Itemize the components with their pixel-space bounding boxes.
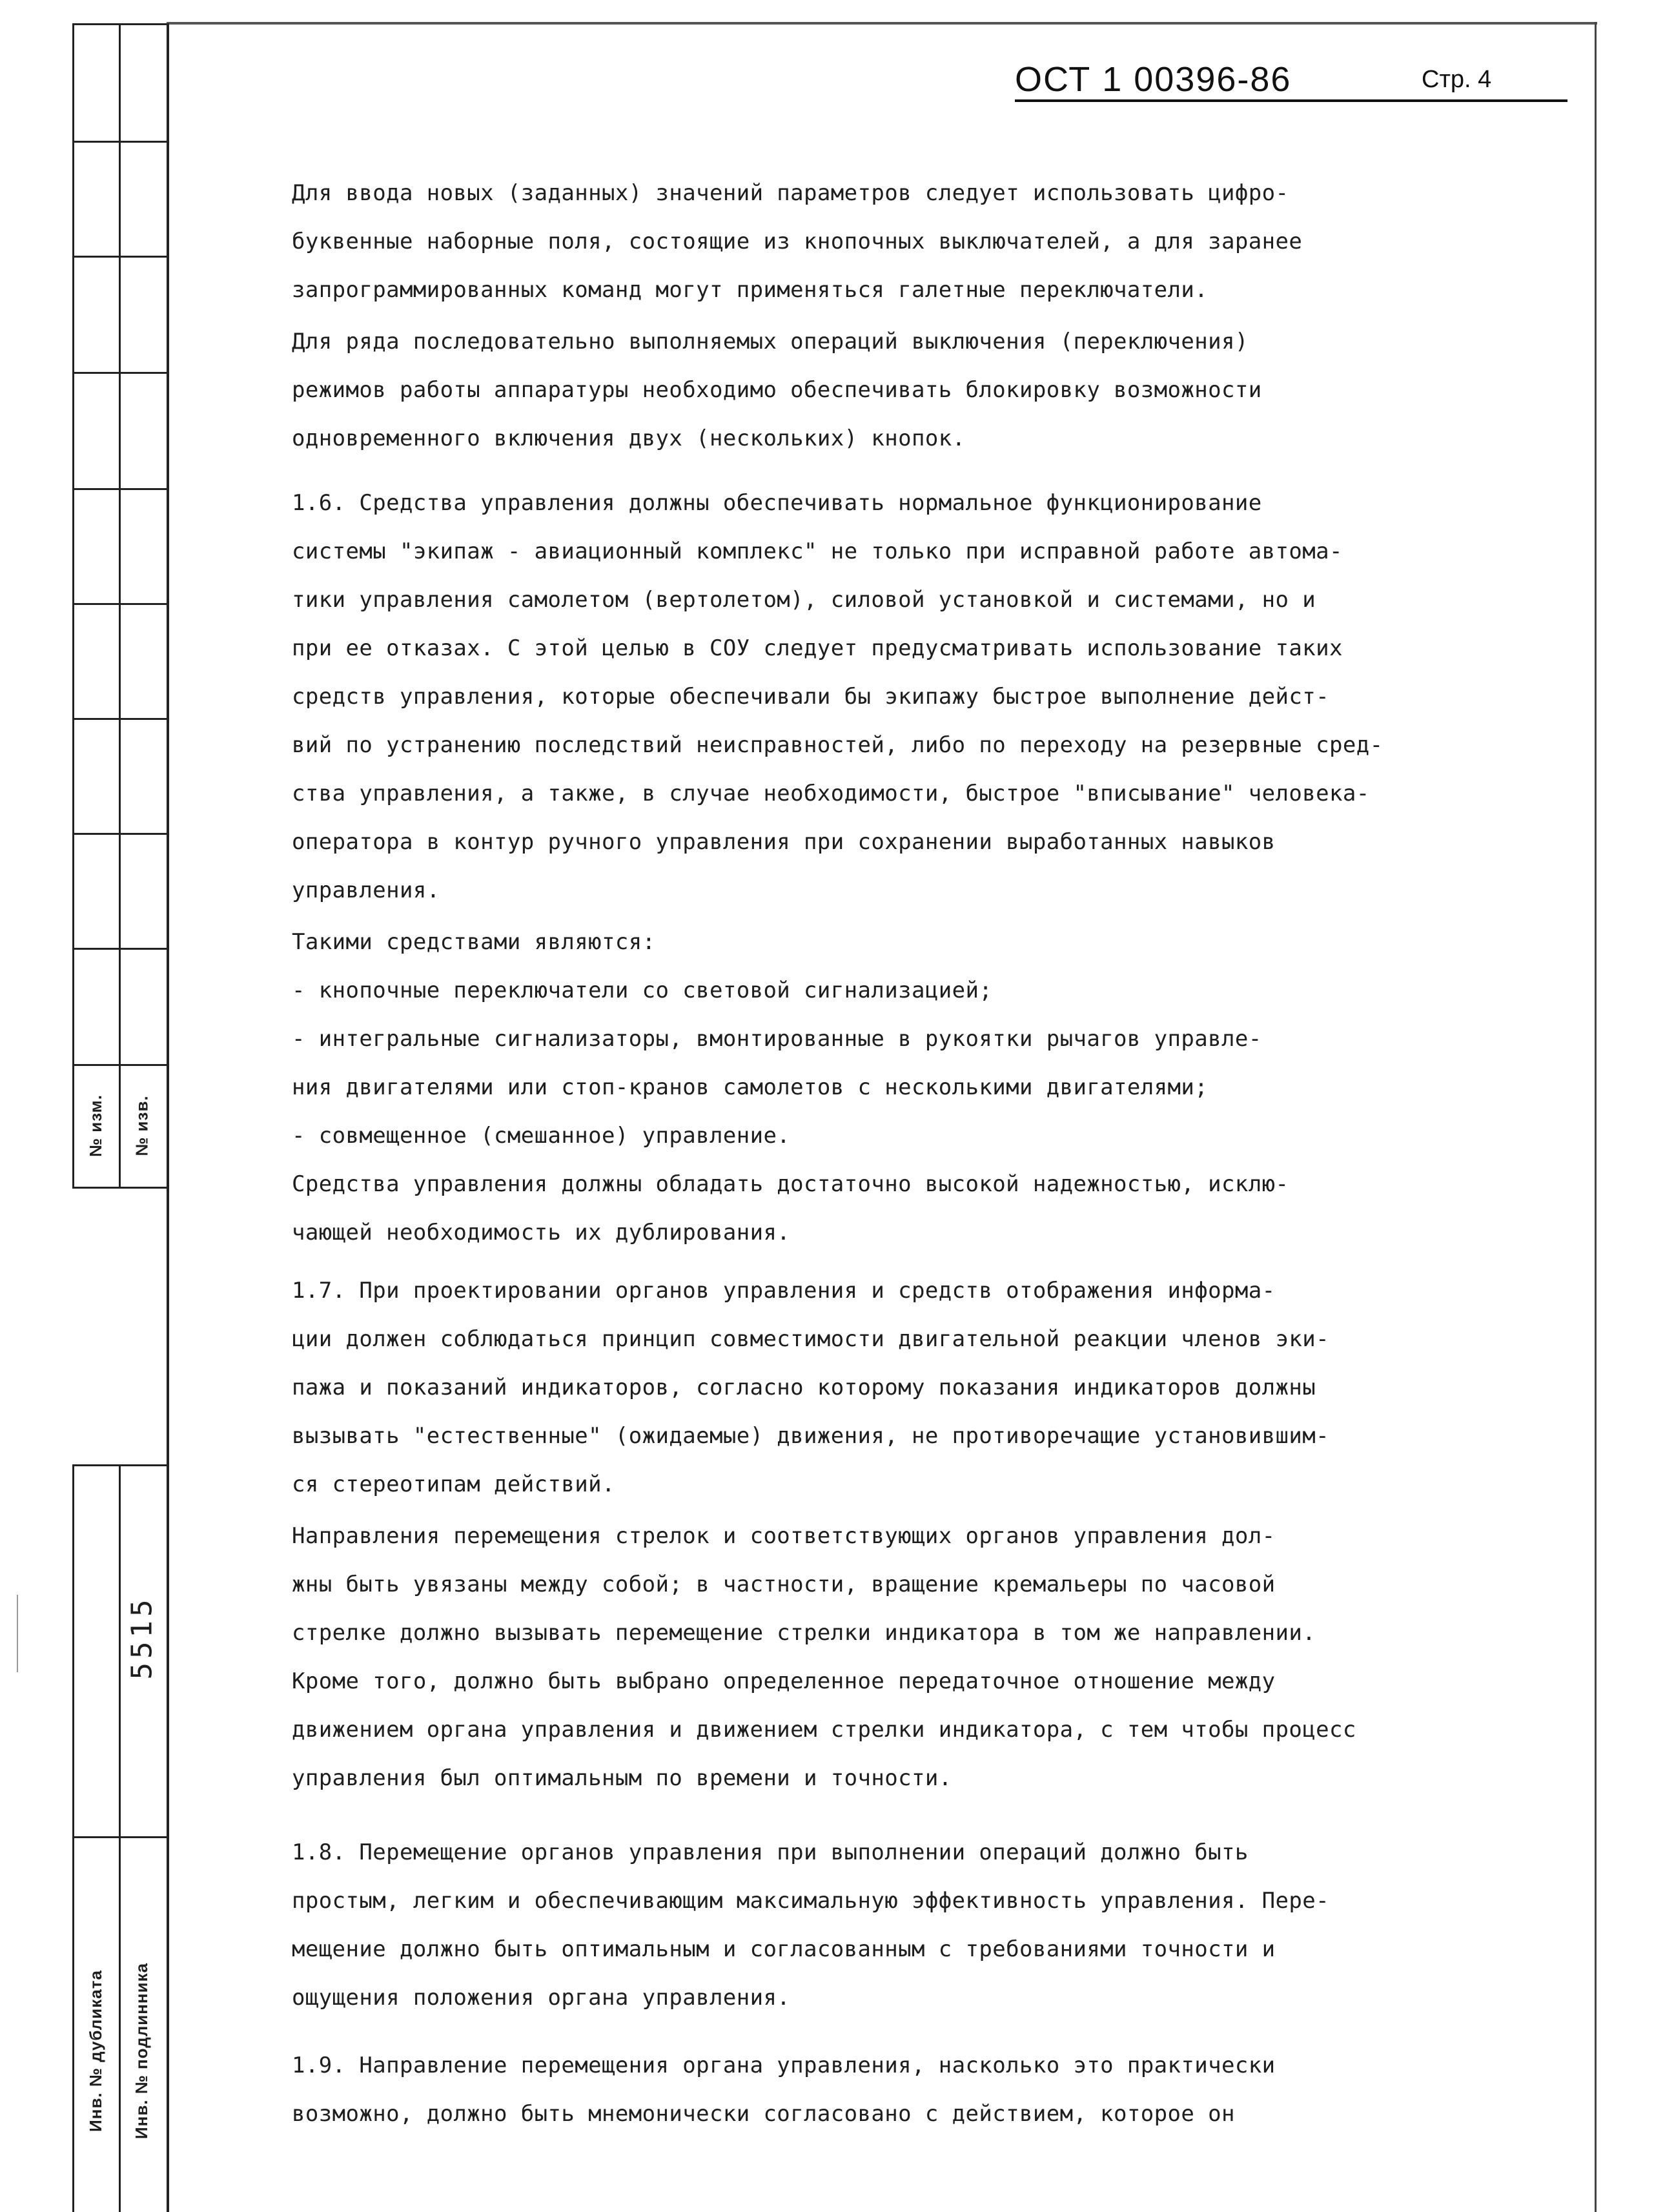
margin-middle-line — [119, 23, 121, 1188]
text-line: простым, легким и обеспечивающим максимальную эффективность управления. Пере- — [292, 1888, 1329, 1914]
text-line: ся стереотипам действий. — [292, 1471, 615, 1497]
margin-label-izv: № изв. — [132, 1094, 152, 1156]
paragraph-1-6 — [292, 479, 1506, 915]
text-line: буквенные наборные поля, состоящие из кнопочных выключателей, а для заранее — [292, 229, 1303, 254]
text-line: одновременного включения двух (нескольких) кнопок. — [292, 425, 966, 451]
margin-grid-line — [72, 488, 168, 490]
paragraph-blocking — [292, 318, 1506, 463]
text-line: Такими средствами являются: — [292, 929, 656, 955]
text-line: 1.8. Перемещение органов управления при выполнении операций должно быть — [292, 1839, 1249, 1865]
text-line: 1.7. При проектировании органов управления и средств отображения информа- — [292, 1278, 1276, 1304]
text-line: мещение должно быть оптимальным и согласованным с требованиями точности и — [292, 1936, 1276, 1962]
margin-grid-line — [72, 1464, 168, 1466]
margin-outer-line — [72, 23, 74, 1188]
page-number: Стр. 4 — [1422, 66, 1492, 93]
text-line: при ее отказах. С этой целью в СОУ следует предусматривать использование таких — [292, 635, 1343, 661]
text-line: управления был оптимальным по времени и точности. — [292, 1765, 952, 1791]
text-line: ства управления, а также, в случае необходимости, быстрое "вписывание" человека- — [292, 781, 1370, 806]
paragraph-1-8 — [292, 1828, 1506, 2022]
margin-grid-line — [72, 141, 168, 143]
margin-label-izm: № изм. — [85, 1094, 105, 1157]
text-line: движением органа управления и движением стрелки индикатора, с тем чтобы процесс — [292, 1717, 1356, 1743]
text-line: Направления перемещения стрелок и соответствующих органов управления дол- — [292, 1523, 1276, 1549]
margin-grid-line — [72, 603, 168, 605]
page-header — [1015, 56, 1567, 107]
page-frame-top-line — [167, 22, 1597, 25]
text-line: системы "экипаж - авиационный комплекс" не только при исправной работе автома- — [292, 538, 1343, 564]
margin-label-inv-podlinnika: Инв. № подлинника — [132, 1962, 152, 2139]
text-line: Кроме того, должно быть выбрано определенное передаточное отношение между — [292, 1668, 1276, 1694]
margin-grid-line — [72, 948, 168, 950]
paragraph-1-9 — [292, 2042, 1506, 2138]
text-line: оператора в контур ручного управления при сохранении выработанных навыков — [292, 829, 1276, 855]
margin-grid-line — [72, 1836, 168, 1838]
text-line: - кнопочные переключатели со световой сигнализацией; — [292, 978, 993, 1003]
paragraph-input-fields — [292, 169, 1506, 314]
text-line: Для ввода новых (заданных) значений параметров следует использовать цифро- — [292, 180, 1289, 206]
margin-grid-line — [72, 23, 168, 25]
text-line: жны быть увязаны между собой; в частности, вращение кремальеры по часовой — [292, 1572, 1276, 1597]
document-number: ОСТ 1 00396-86 — [1015, 60, 1292, 99]
margin-inventory-number: 5515 — [125, 1595, 159, 1679]
text-line: вызывать "естественные" (ожидаемые) движения, не противоречащие установившим- — [292, 1423, 1329, 1449]
margin-grid-line — [72, 1187, 168, 1189]
text-line: ции должен соблюдаться принцип совместимости двигательной реакции членов эки- — [292, 1326, 1329, 1352]
margin-stamp-strip — [72, 23, 168, 2212]
margin-label-inv-dublikata: Инв. № дубликата — [85, 1969, 105, 2132]
text-line: - интегральные сигнализаторы, вмонтированные в рукоятки рычагов управле- — [292, 1026, 1262, 1052]
text-line: 1.6. Средства управления должны обеспечивать нормальное функционирование — [292, 490, 1262, 516]
text-line: средств управления, которые обеспечивали бы экипажу быстрое выполнение дейст- — [292, 684, 1329, 710]
text-line: возможно, должно быть мнемонически согласовано с действием, которое он — [292, 2101, 1235, 2127]
text-line: вий по устранению последствий неисправностей, либо по переходу на резервные сред- — [292, 732, 1383, 758]
text-line: стрелке должно вызывать перемещение стрелки индикатора в том же направлении. — [292, 1620, 1316, 1646]
header-underline — [1015, 99, 1567, 102]
page-frame-right-line — [1595, 22, 1597, 2212]
text-line: 1.9. Направление перемещения органа управления, насколько это практически — [292, 2053, 1276, 2078]
text-line: ния двигателями или стоп-кранов самолетов с несколькими двигателями; — [292, 1074, 1209, 1100]
text-line: ощущения положения органа управления. — [292, 1985, 791, 2011]
paragraph-1-7 — [292, 1267, 1506, 1509]
paragraph-means-list — [292, 918, 1506, 1257]
text-line: режимов работы аппаратуры необходимо обеспечивать блокировку возможности — [292, 377, 1262, 403]
text-line: управления. — [292, 877, 440, 903]
text-line: - совмещенное (смешанное) управление. — [292, 1123, 791, 1149]
margin-grid-line — [72, 718, 168, 720]
scan-artifact-line — [17, 1595, 18, 1672]
margin-grid-line — [72, 256, 168, 258]
text-line: Средства управления должны обладать достаточно высокой надежностью, исклю- — [292, 1171, 1289, 1197]
text-line: пажа и показаний индикаторов, согласно которому показания индикаторов должны — [292, 1375, 1316, 1400]
text-line: запрограммированных команд могут применяться галетные переключатели. — [292, 277, 1209, 303]
margin-grid-line — [72, 833, 168, 835]
paragraph-directions — [292, 1512, 1506, 1803]
text-line: Для ряда последовательно выполняемых операций выключения (переключения) — [292, 329, 1249, 354]
text-line: тики управления самолетом (вертолетом), силовой установкой и системами, но и — [292, 587, 1316, 613]
margin-grid-line — [72, 372, 168, 374]
text-line: чающей необходимость их дублирования. — [292, 1220, 791, 1245]
